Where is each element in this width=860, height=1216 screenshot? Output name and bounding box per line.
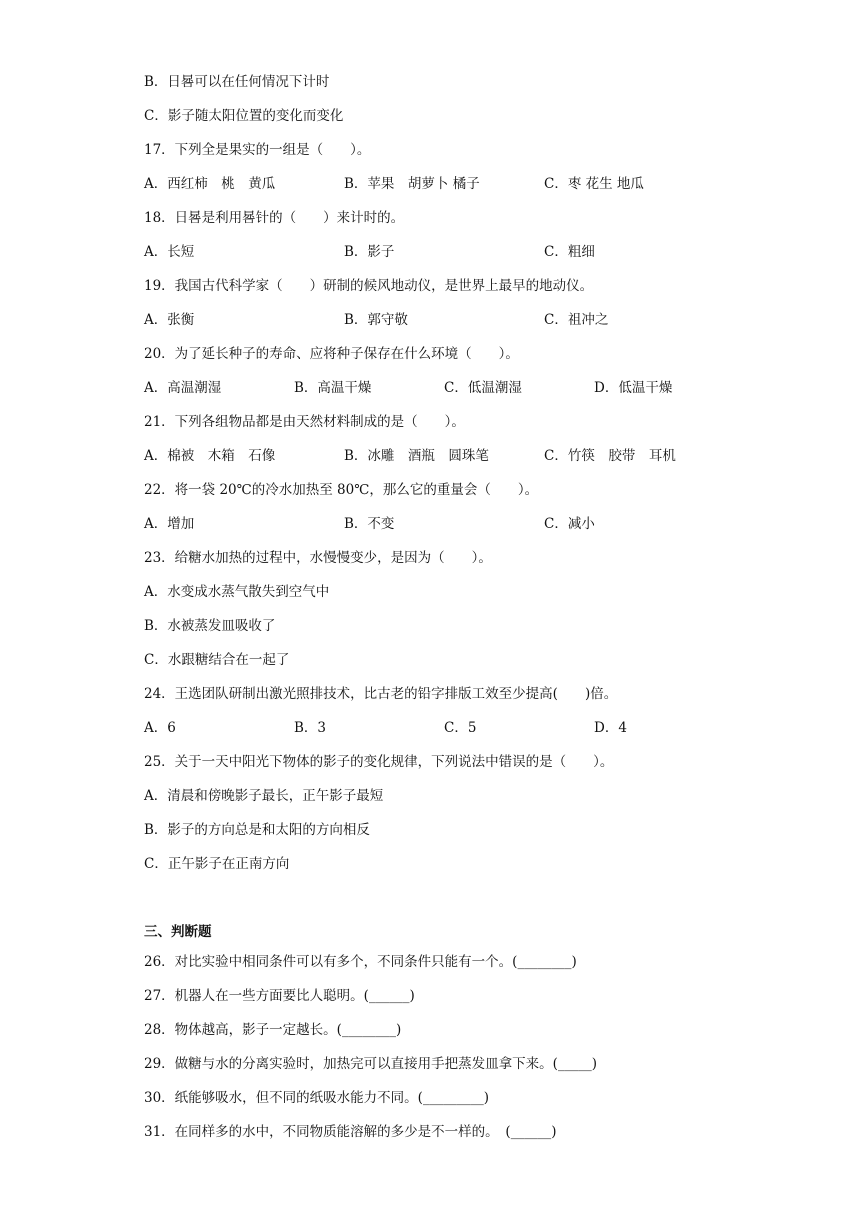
q24-option-a: A．6 xyxy=(144,720,176,736)
judgement-item: 26．对比实验中相同条件可以有多个，不同条件只能有一个。(________) xyxy=(144,954,577,970)
q23-option-a: A．水变成水蒸气散失到空气中 xyxy=(144,584,330,600)
q25-option-c: C．正午影子在正南方向 xyxy=(144,856,290,872)
q24-stem: 24．王选团队研制出激光照排技术，比古老的铅字排版工效至少提高( )倍。 xyxy=(144,686,618,702)
q21-option-b: B．冰雕 酒瓶 圆珠笔 xyxy=(344,448,489,464)
q19-option-c: C．祖冲之 xyxy=(544,312,609,328)
q20-option-b: B．高温干燥 xyxy=(294,380,372,396)
q19-option-a: A．张衡 xyxy=(144,312,195,328)
q18-stem: 18．日晷是利用晷针的（ ）来计时的。 xyxy=(144,210,405,226)
q19-stem: 19．我国古代科学家（ ）研制的候风地动仪，是世界上最早的地动仪。 xyxy=(144,278,594,294)
q21-option-a: A．棉被 木箱 石像 xyxy=(144,448,276,464)
q20-option-c: C．低温潮湿 xyxy=(444,380,522,396)
q18-option-a: A．长短 xyxy=(144,244,195,260)
q17-option-b: B．苹果 胡萝卜 橘子 xyxy=(344,176,480,192)
q18-option-c: C．粗细 xyxy=(544,244,595,260)
q17-option-c: C．枣 花生 地瓜 xyxy=(544,176,644,192)
q24-option-b: B．3 xyxy=(294,720,327,736)
q16-option-c: C．影子随太阳位置的变化而变化 xyxy=(144,108,344,124)
q23-stem: 23．给糖水加热的过程中，水慢慢变少，是因为（ ）。 xyxy=(144,550,492,566)
q22-option-a: A．增加 xyxy=(144,516,195,532)
q22-option-b: B．不变 xyxy=(344,516,395,532)
q20-stem: 20．为了延长种子的寿命、应将种子保存在什么环境（ ）。 xyxy=(144,346,519,362)
q20-option-a: A．高温潮湿 xyxy=(144,380,222,396)
q24-option-d: D．4 xyxy=(594,720,627,736)
q20-option-d: D．低温干燥 xyxy=(594,380,673,396)
q23-option-c: C．水跟糖结合在一起了 xyxy=(144,652,290,668)
q23-option-b: B．水被蒸发皿吸收了 xyxy=(144,618,276,634)
q22-option-c: C．减小 xyxy=(544,516,595,532)
judgement-item: 27．机器人在一些方面要比人聪明。(______) xyxy=(144,988,415,1004)
q17-stem: 17．下列全是果实的一组是（ ）。 xyxy=(144,142,371,158)
q25-option-a: A．清晨和傍晚影子最长，正午影子最短 xyxy=(144,788,384,804)
judgement-item: 30．纸能够吸水，但不同的纸吸水能力不同。(_________) xyxy=(144,1090,489,1106)
q18-option-b: B．影子 xyxy=(344,244,395,260)
q19-option-b: B．郭守敬 xyxy=(344,312,408,328)
q22-stem: 22．将一袋 20℃的冷水加热至 80℃，那么它的重量会（ ）。 xyxy=(144,482,539,498)
q25-option-b: B．影子的方向总是和太阳的方向相反 xyxy=(144,822,370,838)
q24-option-c: C．5 xyxy=(444,720,477,736)
judgement-item: 31．在同样多的水中，不同物质能溶解的多少是不一样的。 (______) xyxy=(144,1124,557,1140)
judgement-item: 28．物体越高，影子一定越长。(________) xyxy=(144,1022,402,1038)
judgement-item: 29．做糖与水的分离实验时，加热完可以直接用手把蒸发皿拿下来。(_____) xyxy=(144,1056,597,1072)
q25-stem: 25．关于一天中阳光下物体的影子的变化规律，下列说法中错误的是（ ）。 xyxy=(144,754,614,770)
q16-option-b: B．日晷可以在任何情况下计时 xyxy=(144,74,330,90)
section-title-judgement: 三、判断题 xyxy=(144,924,212,940)
q21-option-c: C．竹筷 胶带 耳机 xyxy=(544,448,676,464)
q17-option-a: A．西红柿 桃 黄瓜 xyxy=(144,176,276,192)
q21-stem: 21．下列各组物品都是由天然材料制成的是（ ）。 xyxy=(144,414,465,430)
